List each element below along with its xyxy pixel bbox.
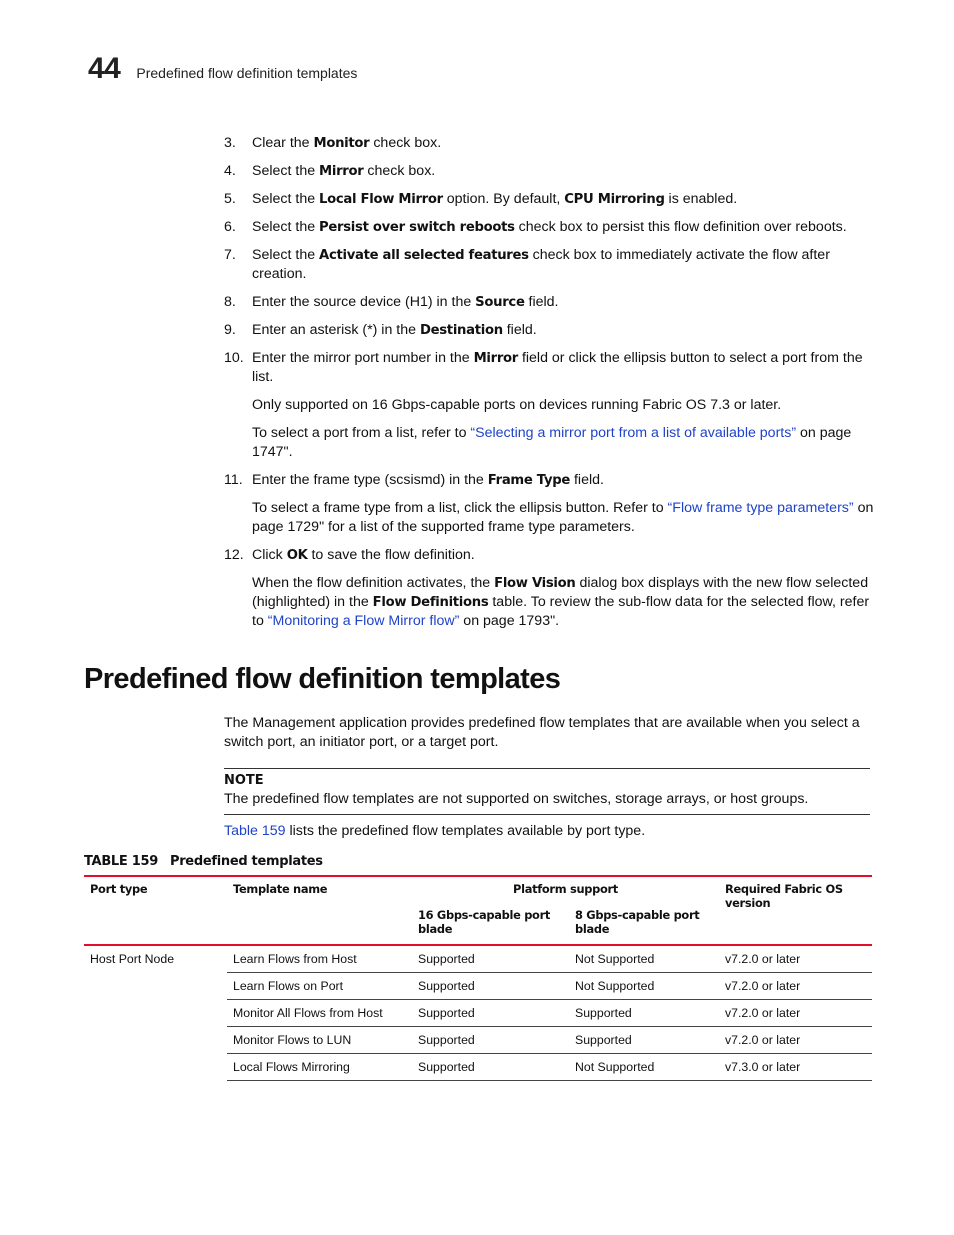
step-number: 4. <box>224 163 236 179</box>
ui-term: Activate all selected features <box>319 248 529 263</box>
table-row <box>84 945 872 973</box>
text-run: Enter the mirror port number in the <box>252 350 474 366</box>
step-text <box>252 190 874 209</box>
step-number: 5. <box>224 191 236 207</box>
text-run: on page 1729" for a list of the supported frame type parameters. <box>252 500 874 535</box>
table-reference-paragraph <box>224 822 864 841</box>
step-note <box>252 499 874 537</box>
ui-term: Source <box>475 295 525 310</box>
text-run: field or click the ellipsis button to select a port from the list. <box>252 350 863 385</box>
cross-reference-link[interactable]: “Monitoring a Flow Mirror flow” <box>267 613 460 629</box>
text-run: table. To review the sub-flow data for the selected flow, refer to <box>252 594 870 629</box>
text-run: Click <box>252 547 287 563</box>
text-run: Select the <box>252 163 320 179</box>
step-number: 10. <box>224 350 244 366</box>
table-header-row <box>84 876 872 901</box>
procedure-step <box>224 349 874 462</box>
support-8gbps-cell: Supported <box>569 1027 719 1054</box>
text-run: To select a port from a list, refer to <box>252 425 471 441</box>
step-note <box>252 396 874 415</box>
text-run: field. <box>502 322 537 338</box>
text-run: check box to persist this flow definition over reboots. <box>514 219 847 235</box>
step-text <box>252 349 874 387</box>
procedure-step <box>224 471 874 537</box>
template-name-cell: Monitor All Flows from Host <box>227 1000 412 1027</box>
header-template-name: Template name <box>227 876 412 945</box>
table-body <box>84 945 872 1081</box>
text-run: option. By default, <box>442 191 565 207</box>
ui-term: Flow Vision <box>494 576 576 591</box>
header-16gbps: 16 Gbps-capable port blade <box>412 901 569 945</box>
chapter-number: 44 <box>88 52 121 85</box>
ui-term: Mirror <box>473 351 518 366</box>
required-os-cell: v7.2.0 or later <box>719 1000 872 1027</box>
support-16gbps-cell: Supported <box>412 1054 569 1081</box>
template-name-cell: Local Flows Mirroring <box>227 1054 412 1081</box>
required-os-cell: v7.2.0 or later <box>719 945 872 973</box>
ui-term: Flow Definitions <box>372 595 489 610</box>
text-run: Only supported on 16 Gbps-capable ports on devices running Fabric OS 7.3 or later. <box>252 397 782 413</box>
page-header <box>88 52 357 86</box>
step-text <box>252 162 874 181</box>
ui-term: Local Flow Mirror <box>319 192 443 207</box>
text-run: on page 1793". <box>459 613 560 629</box>
step-number: 9. <box>224 322 236 338</box>
step-text <box>252 293 874 312</box>
step-note <box>252 424 874 462</box>
step-number: 7. <box>224 247 236 263</box>
support-16gbps-cell: Supported <box>412 945 569 973</box>
table-caption <box>84 854 323 869</box>
step-text <box>252 134 874 153</box>
header-platform-support: Platform support <box>412 876 719 901</box>
procedure-step <box>224 162 874 181</box>
procedure-step <box>224 321 874 340</box>
step-text <box>252 246 874 284</box>
step-text <box>252 321 874 340</box>
template-name-cell: Learn Flows from Host <box>227 945 412 973</box>
step-number: 3. <box>224 135 236 151</box>
cross-reference-link[interactable]: “Flow frame type parameters” <box>667 500 854 516</box>
ui-term: Destination <box>419 323 503 338</box>
procedure-step <box>224 134 874 153</box>
required-os-cell: v7.2.0 or later <box>719 973 872 1000</box>
text-run: check box. <box>363 163 436 179</box>
support-8gbps-cell: Not Supported <box>569 945 719 973</box>
ui-term: CPU Mirroring <box>564 192 665 207</box>
header-port-type: Port type <box>84 876 227 945</box>
step-number: 6. <box>224 219 236 235</box>
procedure-step <box>224 190 874 209</box>
text-run: dialog box displays with the new flow selected (highlighted) in the <box>252 575 869 610</box>
ui-term: Frame Type <box>487 473 571 488</box>
ui-term: OK <box>286 548 308 563</box>
text-run: Select the <box>252 247 320 263</box>
table-link[interactable]: Table 159 <box>224 823 286 839</box>
text-run: Select the <box>252 219 320 235</box>
text-run: When the flow definition activates, the <box>252 575 495 591</box>
support-16gbps-cell: Supported <box>412 1027 569 1054</box>
support-8gbps-cell: Not Supported <box>569 973 719 1000</box>
text-run: check box. <box>369 135 442 151</box>
note-box <box>224 768 870 815</box>
text-run: Enter the source device (H1) in the <box>252 294 476 310</box>
support-16gbps-cell: Supported <box>412 973 569 1000</box>
support-8gbps-cell: Not Supported <box>569 1054 719 1081</box>
procedure-step <box>224 218 874 237</box>
procedure-step <box>224 293 874 312</box>
port-type-cell: Host Port Node <box>90 952 175 966</box>
support-8gbps-cell: Supported <box>569 1000 719 1027</box>
required-os-cell: v7.2.0 or later <box>719 1027 872 1054</box>
note-text: The predefined flow templates are not supported on switches, storage arrays, or host groups. <box>224 791 809 807</box>
templates-table <box>84 875 872 1081</box>
text-run: To select a frame type from a list, click the ellipsis button. Refer to <box>252 500 668 516</box>
text-run: check box to immediately activate the flow after creation. <box>252 247 830 282</box>
step-text <box>252 218 874 237</box>
step-text <box>252 546 874 565</box>
section-title: Predefined flow definition templates <box>84 663 561 695</box>
step-number: 12. <box>224 547 244 563</box>
required-os-cell: v7.3.0 or later <box>719 1054 872 1081</box>
table-caption-title: Predefined templates <box>169 854 323 869</box>
chapter-title: Predefined flow definition templates <box>136 65 358 81</box>
header-8gbps: 8 Gbps-capable port blade <box>569 901 719 945</box>
text-run: Clear the <box>252 135 314 151</box>
step-text <box>252 471 874 490</box>
text-run: Enter an asterisk (*) in the <box>252 322 420 338</box>
text-run: on page 1747". <box>252 425 852 460</box>
text-run: field. <box>524 294 559 310</box>
ui-term: Monitor <box>313 136 370 151</box>
note-label: NOTE <box>224 773 264 788</box>
ui-term: Persist over switch reboots <box>319 220 515 235</box>
ui-term: Mirror <box>319 164 364 179</box>
procedure-step <box>224 546 874 631</box>
table-caption-label: TABLE 159 <box>84 854 158 869</box>
intro-paragraph: The Management application provides predefined flow templates that are available when you select a switch port, an initiator port, or a target port. <box>224 715 860 750</box>
text-run: Select the <box>252 191 320 207</box>
template-name-cell: Monitor Flows to LUN <box>227 1027 412 1054</box>
text-run: field. <box>570 472 604 488</box>
text-run: to save the flow definition. <box>307 547 475 563</box>
step-note <box>252 574 874 631</box>
header-required-os: Required Fabric OS version <box>719 876 872 945</box>
text-run: is enabled. <box>664 191 738 207</box>
support-16gbps-cell: Supported <box>412 1000 569 1027</box>
step-number: 11. <box>224 472 243 488</box>
procedure-steps <box>224 134 874 640</box>
text-run: Enter the frame type (scsismd) in the <box>252 472 488 488</box>
table-reference-text: lists the predefined flow templates available by port type. <box>285 823 646 839</box>
cross-reference-link[interactable]: “Selecting a mirror port from a list of available ports” <box>470 425 797 441</box>
template-name-cell: Learn Flows on Port <box>227 973 412 1000</box>
step-number: 8. <box>224 294 236 310</box>
procedure-step <box>224 246 874 284</box>
